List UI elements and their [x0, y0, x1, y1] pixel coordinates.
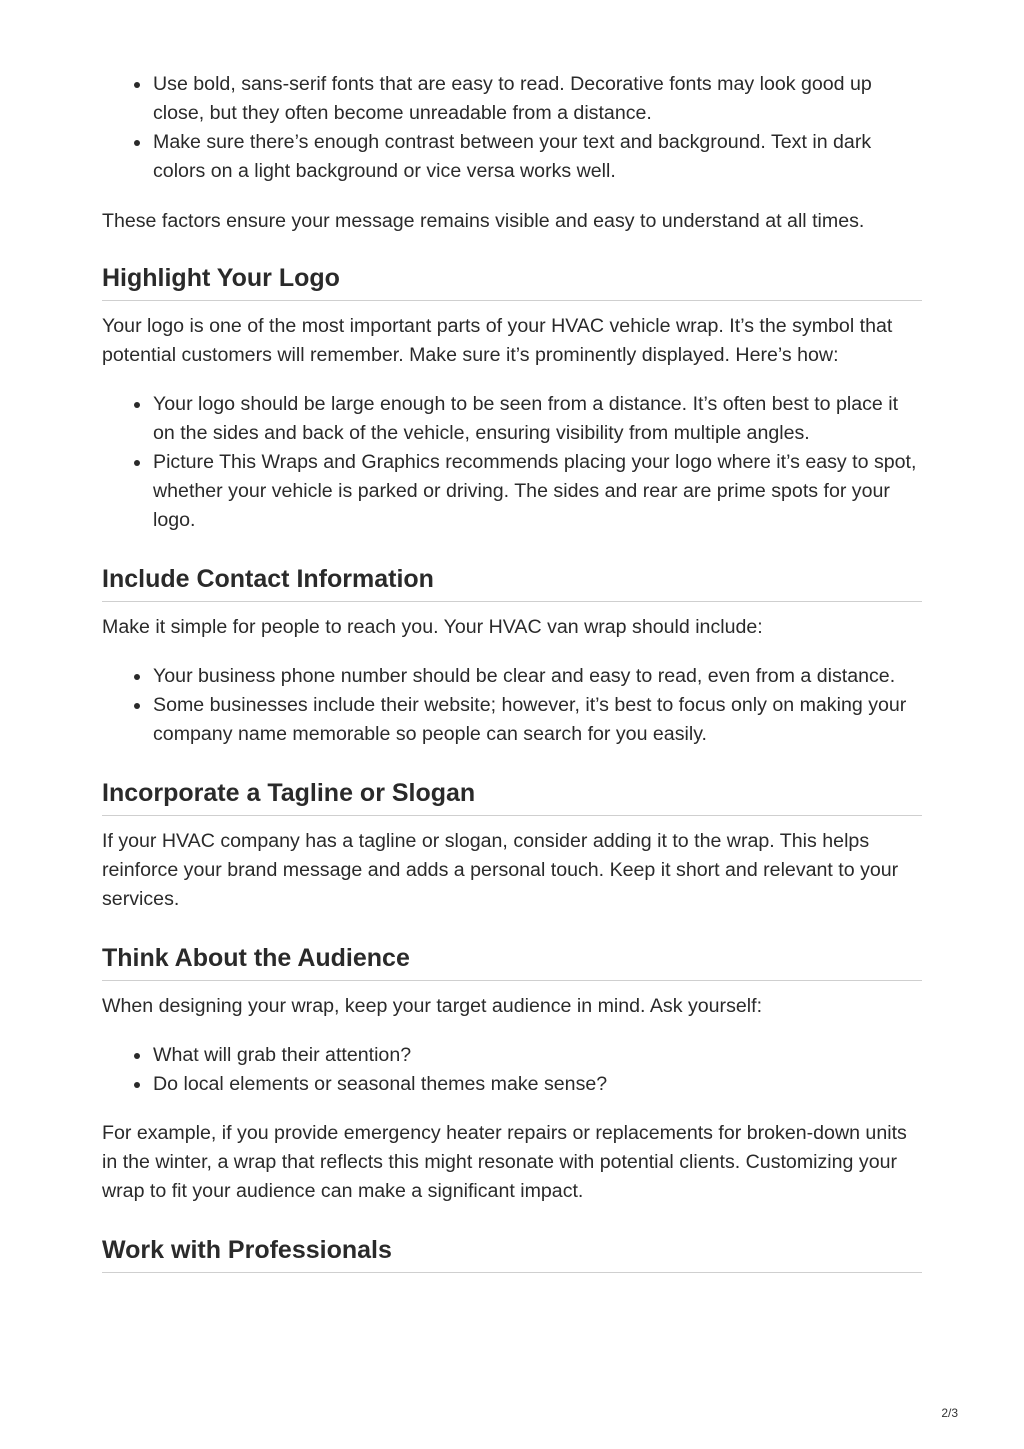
heading-work-with-professionals: Work with Professionals	[102, 1234, 922, 1273]
audience-closing-paragraph: For example, if you provide emergency heater repairs or replacements for broken-down units in the winter, a wrap that reflects this might resonate with potential clients. Customizing your wrap to fit your audience can make a significant impact.	[102, 1122, 907, 1202]
intro-closing-paragraph: These factors ensure your message remains visible and easy to understand at all times.	[102, 210, 865, 232]
page-number: 2/3	[941, 1406, 958, 1420]
list-item: What will grab their attention?	[153, 1041, 922, 1070]
heading-audience: Think About the Audience	[102, 942, 922, 981]
tagline-paragraph: If your HVAC company has a tagline or slogan, consider adding it to the wrap. This helps reinforce your brand message and adds a personal touch. Keep it short and relevant to your services.	[102, 830, 899, 910]
contact-bullet-list	[102, 662, 922, 749]
list-item: Use bold, sans-serif fonts that are easy to read. Decorative fonts may look good up close, but they often become unreadable from a distance.	[153, 70, 922, 128]
heading-tagline-slogan: Incorporate a Tagline or Slogan	[102, 777, 922, 816]
audience-paragraph: When designing your wrap, keep your target audience in mind. Ask yourself:	[102, 995, 763, 1017]
list-item: Your logo should be large enough to be seen from a distance. It’s often best to place it on the sides and back of the vehicle, ensuring visibility from multiple angles.	[153, 390, 922, 448]
logo-bullet-list	[102, 390, 922, 535]
list-item: Your business phone number should be clear and easy to read, even from a distance.	[153, 662, 922, 691]
list-item: Picture This Wraps and Graphics recommends placing your logo where it’s easy to spot, whether your vehicle is parked or driving. The sides and rear are prime spots for your logo.	[153, 448, 922, 535]
list-item: Do local elements or seasonal themes make sense?	[153, 1070, 922, 1099]
contact-paragraph: Make it simple for people to reach you. Your HVAC van wrap should include:	[102, 616, 763, 638]
audience-bullet-list	[102, 1041, 922, 1099]
intro-bullet-list	[102, 70, 922, 186]
list-item: Make sure there’s enough contrast between your text and background. Text in dark colors on a light background or vice versa works well.	[153, 128, 922, 186]
document-body	[102, 70, 922, 1273]
logo-paragraph: Your logo is one of the most important parts of your HVAC vehicle wrap. It’s the symbol that potential customers will remember. Make sure it’s prominently displayed. Here’s how:	[102, 315, 893, 366]
heading-contact-information: Include Contact Information	[102, 563, 922, 602]
heading-highlight-logo: Highlight Your Logo	[102, 262, 922, 301]
list-item: Some businesses include their website; however, it’s best to focus only on making your company name memorable so people can search for you easily.	[153, 691, 922, 749]
